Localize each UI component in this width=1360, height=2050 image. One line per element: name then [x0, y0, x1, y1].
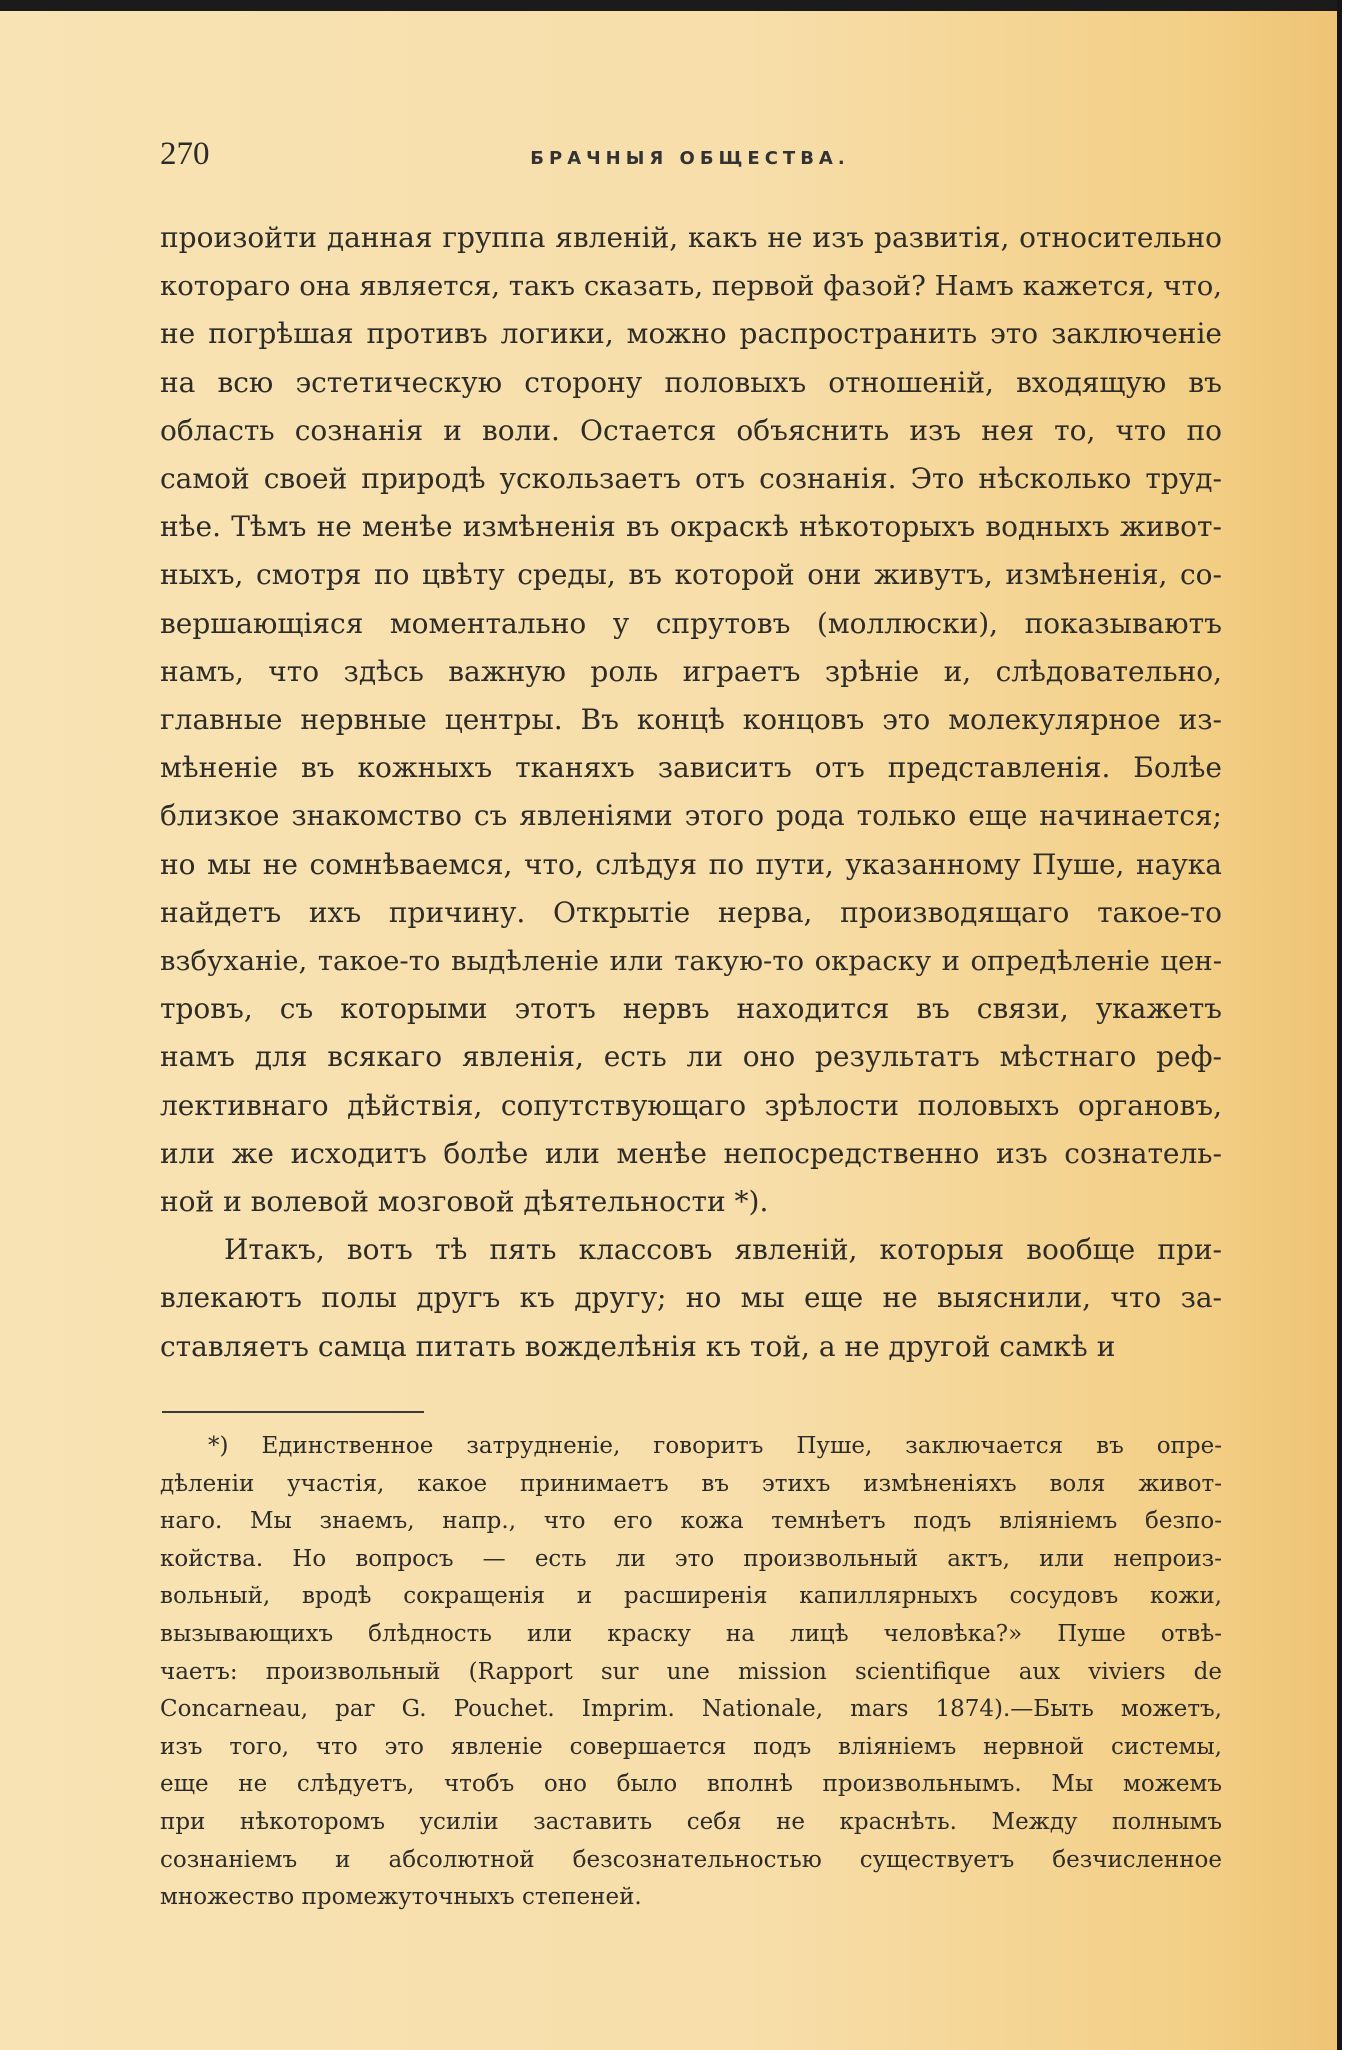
- footnote-line: наго. Мы знаемъ, напр., что его кожа темнѣетъ подъ вліяніемъ безпо-: [160, 1508, 1222, 1535]
- text-line: ставляетъ самца питать вожделѣнія къ той, а не другой самкѣ и: [160, 1329, 1116, 1363]
- footnote-line: сознаніемъ и абсолютной безсознательностью существуетъ безчисленное: [160, 1846, 1222, 1873]
- text-line: нѣе. Тѣмъ не менѣе измѣненія въ окраскѣ нѣкоторыхъ водныхъ живот-: [160, 510, 1222, 544]
- footnote-line: койства. Но вопросъ — есть ли это произвольный актъ, или непроиз-: [160, 1545, 1222, 1572]
- text-line: область сознанія и воли. Остается объяснить изъ нея то, что по: [160, 413, 1222, 447]
- text-line: главные нервные центры. Въ концѣ концовъ это молекулярное из-: [160, 703, 1222, 737]
- binding-edge-line: [1337, 0, 1342, 2050]
- text-line: не погрѣшая противъ логики, можно распространить это заключеніе: [160, 317, 1222, 351]
- footnote-line: дѣленіи участія, какое принимаетъ въ этихъ измѣненіяхъ воля живот-: [160, 1470, 1222, 1497]
- text-line: намъ для всякаго явленія, есть ли оно результатъ мѣстнаго реф-: [160, 1040, 1222, 1074]
- text-line: Итакъ, вотъ тѣ пять классовъ явленій, которыя вообще при-: [224, 1233, 1222, 1267]
- footnote-paragraph: [160, 1428, 1222, 1917]
- paragraph: [160, 214, 1222, 1226]
- running-header: [160, 136, 1220, 184]
- footnote-line: *) Единственное затрудненіе, говоритъ Пуше, заключается въ опре-: [208, 1433, 1222, 1459]
- text-line: вершающіяся моментально у спрутовъ (моллюски), показываютъ: [160, 606, 1222, 640]
- text-line: ныхъ, смотря по цвѣту среды, въ которой они живутъ, измѣненія, со-: [160, 558, 1222, 592]
- text-line: близкое знакомство съ явленіями этого рода только еще начинается;: [160, 799, 1222, 833]
- text-line: намъ, что здѣсь важную роль играетъ зрѣніе и, слѣдовательно,: [160, 654, 1222, 688]
- text-line: лективнаго дѣйствія, сопутствующаго зрѣлости половыхъ органовъ,: [160, 1088, 1222, 1122]
- footnote-line: еще не слѣдуетъ, чтобъ оно было вполнѣ произвольнымъ. Мы можемъ: [160, 1771, 1222, 1798]
- text-line: котораго она является, такъ сказать, первой фазой? Намъ кажется, что,: [160, 270, 1222, 303]
- page-number: 270: [160, 136, 210, 172]
- footnote-line: Concarneau, par G. Pouchet. Imprim. Nationale, mars 1874).—Быть можетъ,: [160, 1696, 1222, 1723]
- text-line: найдетъ ихъ причину. Открытіе нерва, производящаго такое-то: [160, 895, 1222, 929]
- footnote-line: при нѣкоторомъ усиліи заставить себя не краснѣть. Между полнымъ: [160, 1808, 1222, 1835]
- footnote-line: множество промежуточныхъ степеней.: [160, 1884, 642, 1911]
- footnote-line: изъ того, что это явленіе совершается подъ вліяніемъ нервной системы,: [160, 1733, 1222, 1760]
- text-line: но мы не сомнѣваемся, что, слѣдуя по пути, указанному Пуше, наука: [160, 847, 1222, 881]
- text-line: влекаютъ полы другъ къ другу; но мы еще не выяснили, что за-: [160, 1281, 1222, 1315]
- footnote-line: вызывающихъ блѣдность или краску на лицѣ человѣка?» Пуше отвѣ-: [160, 1620, 1222, 1647]
- text-line: взбуханіе, такое-то выдѣленіе или такую-то окраску и опредѣленіе цен-: [160, 945, 1222, 978]
- text-line: произойти данная группа явленій, какъ не изъ развитія, относительно: [160, 221, 1222, 254]
- footnote-line: чаетъ: произвольный (Rapport sur une mission scientifique aux viviers de: [160, 1658, 1222, 1685]
- text-line: на всю эстетическую сторону половыхъ отношеній, входящую въ: [160, 365, 1222, 399]
- text-line: или же исходитъ болѣе или менѣе непосредственно изъ сознатель-: [160, 1136, 1222, 1170]
- footnote-separator: [162, 1411, 424, 1413]
- text-line: тровъ, съ которыми этотъ нервъ находится въ связи, укажетъ: [160, 992, 1222, 1026]
- text-line: ной и волевой мозговой дѣятельности *).: [160, 1185, 769, 1219]
- text-line: мѣненіе въ кожныхъ тканяхъ зависитъ отъ представленія. Болѣе: [160, 751, 1222, 785]
- text-line: самой своей природѣ ускользаетъ отъ сознанія. Это нѣсколько труд-: [160, 462, 1222, 496]
- paragraph: [160, 1226, 1222, 1371]
- footnote-line: вольный, вродѣ сокращенія и расширенія капиллярныхъ сосудовъ кожи,: [160, 1583, 1222, 1610]
- top-border: [0, 0, 1342, 11]
- running-title: БРАЧНЫЯ ОБЩЕСТВА.: [530, 148, 850, 169]
- footnote: [160, 1428, 1222, 1917]
- main-text: [160, 214, 1222, 1371]
- page-edge: [1340, 0, 1360, 2050]
